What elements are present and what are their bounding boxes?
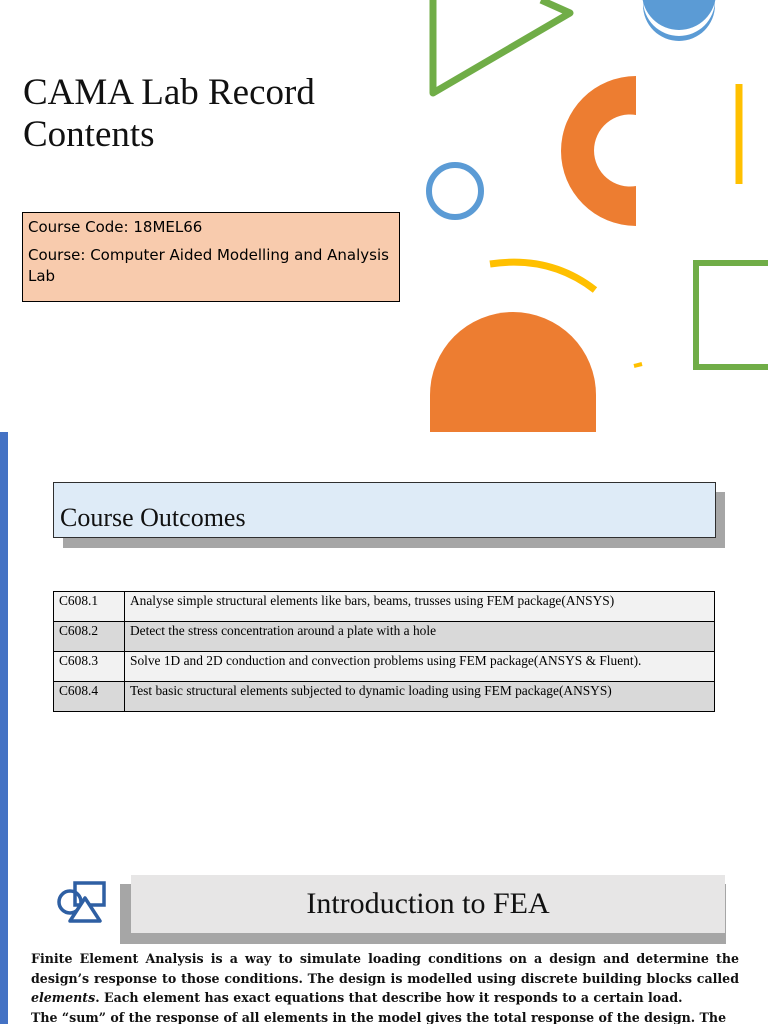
table-row [54, 622, 715, 652]
outcome-code: C608.3 [54, 652, 125, 682]
intro-text-a: Finite Element Analysis is a way to simulate loading conditions on a design and determine the design’s response to those conditions. The design is modelled using discrete building blocks called [31, 951, 739, 986]
intro-heading: Introduction to FEA [306, 887, 550, 920]
cover-page [0, 0, 768, 432]
orange-half-circle-shape [430, 312, 596, 432]
outcome-text: Test basic structural elements subjected to dynamic loading using FEM package(ANSYS) [125, 682, 715, 712]
table-row [54, 652, 715, 682]
title-line-2: Contents [23, 114, 155, 155]
outcome-code: C608.4 [54, 682, 125, 712]
intro-text-emphasis: elements [31, 990, 96, 1005]
outcome-text: Solve 1D and 2D conduction and convection problems using FEM package(ANSYS & Fluent). [125, 652, 715, 682]
course-outcomes-heading-box [53, 482, 716, 538]
orange-c-shape [561, 76, 636, 226]
intro-heading-box [131, 875, 725, 933]
intro-paragraph [31, 949, 739, 1024]
outcome-code: C608.1 [54, 592, 125, 622]
green-triangle-shape [433, 0, 570, 93]
left-accent-bar [0, 432, 8, 866]
yellow-arc-shape [490, 262, 595, 290]
table-row [54, 592, 715, 622]
course-code: Course Code: 18MEL66 [28, 218, 203, 236]
left-accent-bar [0, 866, 8, 1024]
intro-text-b: . Each element has exact equations that describe how it responds to a certain load. [95, 990, 683, 1005]
outcome-code: C608.2 [54, 622, 125, 652]
course-name: Course: Computer Aided Modelling and Analysis Lab [28, 246, 389, 285]
intro-text-c: The “sum” of the response of all elements in the model gives the total response of the design. The [31, 1009, 727, 1024]
course-outcomes-page [0, 432, 768, 866]
table-row [54, 682, 715, 712]
title-line-1: CAMA Lab Record [23, 72, 315, 113]
green-square-shape [696, 263, 768, 367]
shapes-icon [55, 880, 107, 924]
yellow-dash-shape [634, 364, 642, 366]
course-outcomes-table [53, 591, 715, 712]
decorative-shapes [0, 0, 768, 432]
blue-ring-shape [429, 165, 481, 217]
outcome-text: Detect the stress concentration around a plate with a hole [125, 622, 715, 652]
outcome-text: Analyse simple structural elements like bars, beams, trusses using FEM package(ANSYS) [125, 592, 715, 622]
introduction-page [0, 866, 768, 1024]
course-outcomes-heading: Course Outcomes [60, 503, 246, 532]
